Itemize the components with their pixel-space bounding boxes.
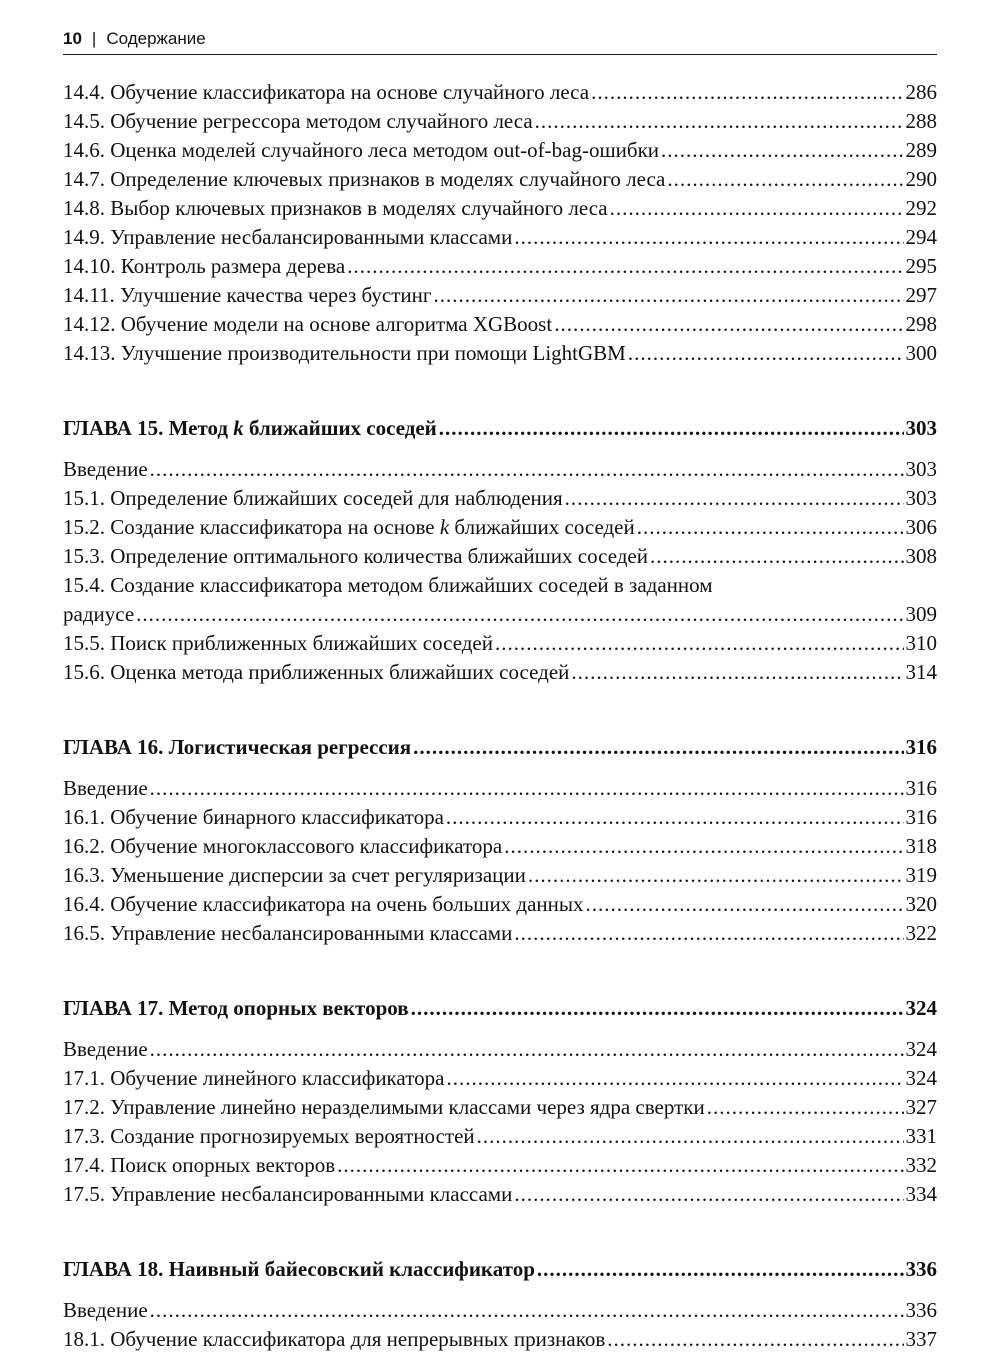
toc-entry-label: Введение bbox=[63, 776, 148, 800]
toc-entry-label: 14.4. Обучение классификатора на основе случайного леса bbox=[63, 80, 590, 104]
toc-entry-page: 303 bbox=[905, 457, 937, 481]
toc-entry-label: 14.12. Обучение модели на основе алгоритма XGBoost bbox=[63, 312, 553, 336]
header-separator: | bbox=[91, 29, 97, 48]
toc-entry[interactable] bbox=[63, 136, 937, 165]
toc-entry-line2 bbox=[63, 600, 937, 629]
toc-entry[interactable] bbox=[63, 281, 937, 310]
toc-entry-label: 14.11. Улучшение качества через бустинг bbox=[63, 283, 432, 307]
leader-dots bbox=[413, 732, 903, 762]
leader-dots bbox=[607, 1325, 903, 1354]
toc-entry-page: 308 bbox=[905, 544, 937, 568]
toc-entry-page: 292 bbox=[905, 196, 937, 220]
toc-entry[interactable] bbox=[63, 310, 937, 339]
chapter-heading-17[interactable] bbox=[63, 993, 937, 1023]
toc-entry-intro[interactable] bbox=[63, 1296, 937, 1325]
leader-dots bbox=[650, 542, 904, 571]
toc-entry-page: 337 bbox=[905, 1327, 937, 1351]
toc-entry-label: 14.10. Контроль размера дерева bbox=[63, 254, 346, 278]
toc-entry[interactable] bbox=[63, 513, 937, 542]
toc-entry[interactable] bbox=[63, 194, 937, 223]
toc-entry-label: 14.7. Определение ключевых признаков в моделях случайного леса bbox=[63, 167, 666, 191]
toc-entry-label: 17.5. Управление несбалансированными классами bbox=[63, 1182, 513, 1206]
leader-dots bbox=[411, 993, 904, 1023]
leader-dots bbox=[136, 600, 903, 629]
toc-entry-page: 298 bbox=[905, 312, 937, 336]
toc-entry-page: 316 bbox=[905, 805, 937, 829]
toc-entry-label-prefix: 15.2. Создание классификатора на основе bbox=[63, 515, 440, 539]
toc-entry[interactable] bbox=[63, 890, 937, 919]
chapter-title bbox=[63, 413, 437, 443]
toc-entry-label: 15.6. Оценка метода приближенных ближайших соседей bbox=[63, 660, 570, 684]
chapter-page: 336 bbox=[905, 1257, 937, 1281]
toc-entry-intro[interactable] bbox=[63, 455, 937, 484]
toc-entry-label: 17.1. Обучение линейного классификатора bbox=[63, 1066, 445, 1090]
leader-dots bbox=[554, 310, 903, 339]
leader-dots bbox=[535, 107, 904, 136]
toc-entry[interactable] bbox=[63, 78, 937, 107]
toc-entry[interactable] bbox=[63, 832, 937, 861]
leader-dots bbox=[446, 1064, 903, 1093]
table-of-contents bbox=[63, 78, 937, 1354]
leader-dots bbox=[495, 629, 904, 658]
toc-entry-page: 303 bbox=[905, 486, 937, 510]
chapter-title-suffix: ближайших соседей bbox=[243, 416, 437, 440]
toc-entry-label: 17.4. Поиск опорных векторов bbox=[63, 1153, 336, 1177]
toc-entry[interactable] bbox=[63, 107, 937, 136]
leader-dots bbox=[439, 413, 904, 443]
chapter-page: 303 bbox=[905, 416, 937, 440]
leader-dots bbox=[537, 1254, 904, 1284]
toc-entry-page: 294 bbox=[905, 225, 937, 249]
toc-entry-page: 314 bbox=[905, 660, 937, 684]
leader-dots bbox=[571, 658, 903, 687]
toc-entry-label: 14.6. Оценка моделей случайного леса методом out-of-bag-ошибки bbox=[63, 138, 660, 162]
toc-entry[interactable] bbox=[63, 339, 937, 368]
chapter-title-italic: k bbox=[233, 416, 244, 440]
toc-entry-page: 297 bbox=[905, 283, 937, 307]
leader-dots bbox=[150, 774, 904, 803]
leader-dots bbox=[347, 252, 903, 281]
chapter-page: 324 bbox=[905, 996, 937, 1020]
leader-dots bbox=[446, 803, 904, 832]
chapter-page: 316 bbox=[905, 735, 937, 759]
leader-dots bbox=[477, 1122, 904, 1151]
leader-dots bbox=[610, 194, 904, 223]
toc-entry-label: 16.2. Обучение многоклассового классификатора bbox=[63, 834, 503, 858]
toc-entry-page: 309 bbox=[905, 602, 937, 626]
toc-entry[interactable] bbox=[63, 165, 937, 194]
chapter-heading-18[interactable] bbox=[63, 1254, 937, 1284]
leader-dots bbox=[514, 1180, 903, 1209]
toc-entry[interactable] bbox=[63, 1180, 937, 1209]
running-header bbox=[63, 28, 937, 55]
toc-entry-page: 306 bbox=[905, 515, 937, 539]
toc-entry[interactable] bbox=[63, 1151, 937, 1180]
toc-entry-page: 334 bbox=[905, 1182, 937, 1206]
chapter-heading-15[interactable] bbox=[63, 413, 937, 443]
toc-entry[interactable] bbox=[63, 1093, 937, 1122]
toc-entry-label: 14.9. Управление несбалансированными классами bbox=[63, 225, 513, 249]
toc-entry-page: 300 bbox=[905, 341, 937, 365]
toc-entry[interactable] bbox=[63, 252, 937, 281]
toc-entry[interactable] bbox=[63, 1325, 937, 1354]
toc-entry-label: 15.5. Поиск приближенных ближайших соседей bbox=[63, 631, 493, 655]
toc-entry-intro[interactable] bbox=[63, 774, 937, 803]
toc-entry-page: 316 bbox=[905, 776, 937, 800]
leader-dots bbox=[586, 890, 904, 919]
toc-entry-label: 15.1. Определение ближайших соседей для наблюдения bbox=[63, 486, 563, 510]
toc-entry-label: 17.3. Создание прогнозируемых вероятностей bbox=[63, 1124, 475, 1148]
toc-entry-page: 327 bbox=[905, 1095, 937, 1119]
toc-entry-label: 16.5. Управление несбалансированными классами bbox=[63, 921, 513, 945]
header-page-number: 10 bbox=[63, 29, 82, 48]
toc-entry-page: 288 bbox=[905, 109, 937, 133]
toc-entry-label: Введение bbox=[63, 1298, 148, 1322]
leader-dots bbox=[637, 513, 904, 542]
toc-entry[interactable] bbox=[63, 1064, 937, 1093]
leader-dots bbox=[504, 832, 903, 861]
toc-entry-page: 289 bbox=[905, 138, 937, 162]
toc-entry-page: 290 bbox=[905, 167, 937, 191]
toc-entry-label: 14.13. Улучшение производительности при помощи LightGBM bbox=[63, 341, 626, 365]
toc-entry-label: 14.8. Выбор ключевых признаков в моделях случайного леса bbox=[63, 196, 608, 220]
toc-entry-page: 332 bbox=[905, 1153, 937, 1177]
leader-dots bbox=[707, 1093, 904, 1122]
toc-entry[interactable] bbox=[63, 223, 937, 252]
leader-dots bbox=[150, 1296, 904, 1325]
toc-entry-label: 14.5. Обучение регрессора методом случайного леса bbox=[63, 109, 533, 133]
toc-entry-label: 16.1. Обучение бинарного классификатора bbox=[63, 805, 444, 829]
toc-entry-page: 322 bbox=[905, 921, 937, 945]
toc-entry-label: 17.2. Управление линейно неразделимыми классами через ядра свертки bbox=[63, 1095, 705, 1119]
toc-entry-label-line2: радиусе bbox=[63, 602, 135, 626]
chapter-title: ГЛАВА 17. Метод опорных векторов bbox=[63, 996, 409, 1020]
toc-entry-label: 15.3. Определение оптимального количества ближайших соседей bbox=[63, 544, 648, 568]
toc-entry-page: 324 bbox=[905, 1037, 937, 1061]
leader-dots bbox=[150, 455, 904, 484]
leader-dots bbox=[514, 223, 903, 252]
toc-entry-label: 16.4. Обучение классификатора на очень больших данных bbox=[63, 892, 584, 916]
toc-entry-wrapped[interactable] bbox=[63, 571, 937, 629]
chapter-title: ГЛАВА 18. Наивный байесовский классификатор bbox=[63, 1257, 535, 1281]
header-title: Содержание bbox=[106, 29, 206, 48]
toc-entry-page: 331 bbox=[905, 1124, 937, 1148]
toc-entry-label: Введение bbox=[63, 1037, 148, 1061]
leader-dots bbox=[528, 861, 904, 890]
leader-dots bbox=[591, 78, 903, 107]
toc-entry[interactable] bbox=[63, 658, 937, 687]
leader-dots bbox=[667, 165, 903, 194]
toc-entry[interactable] bbox=[63, 629, 937, 658]
toc-entry[interactable] bbox=[63, 919, 937, 948]
toc-entry-page: 319 bbox=[905, 863, 937, 887]
toc-entry[interactable] bbox=[63, 861, 937, 890]
leader-dots bbox=[628, 339, 904, 368]
leader-dots bbox=[514, 919, 903, 948]
toc-entry-page: 295 bbox=[905, 254, 937, 278]
leader-dots bbox=[150, 1035, 904, 1064]
toc-entry-label-line1: 15.4. Создание классификатора методом ближайших соседей в заданном bbox=[63, 573, 713, 597]
toc-entry[interactable] bbox=[63, 484, 937, 513]
toc-entry[interactable] bbox=[63, 542, 937, 571]
toc-entry-page: 336 bbox=[905, 1298, 937, 1322]
leader-dots bbox=[337, 1151, 903, 1180]
toc-entry-label bbox=[63, 513, 635, 542]
chapter-title-prefix: ГЛАВА 15. Метод bbox=[63, 416, 234, 440]
toc-entry[interactable] bbox=[63, 803, 937, 832]
toc-entry-page: 324 bbox=[905, 1066, 937, 1090]
toc-entry-page: 318 bbox=[905, 834, 937, 858]
chapter-title: ГЛАВА 16. Логистическая регрессия bbox=[63, 735, 412, 759]
toc-entry-label: Введение bbox=[63, 457, 148, 481]
leader-dots bbox=[565, 484, 904, 513]
toc-entry-label: 16.3. Уменьшение дисперсии за счет регуляризации bbox=[63, 863, 526, 887]
leader-dots bbox=[661, 136, 903, 165]
toc-entry[interactable] bbox=[63, 1122, 937, 1151]
toc-entry-intro[interactable] bbox=[63, 1035, 937, 1064]
toc-entry-label-italic: k bbox=[439, 515, 450, 539]
toc-entry-page: 320 bbox=[905, 892, 937, 916]
toc-entry-page: 310 bbox=[905, 631, 937, 655]
toc-entry-label-suffix: ближайших соседей bbox=[449, 515, 635, 539]
leader-dots bbox=[434, 281, 904, 310]
toc-entry-label: 18.1. Обучение классификатора для непрерывных признаков bbox=[63, 1327, 606, 1351]
toc-section-14 bbox=[63, 78, 937, 368]
toc-entry-page: 286 bbox=[905, 80, 937, 104]
chapter-heading-16[interactable] bbox=[63, 732, 937, 762]
